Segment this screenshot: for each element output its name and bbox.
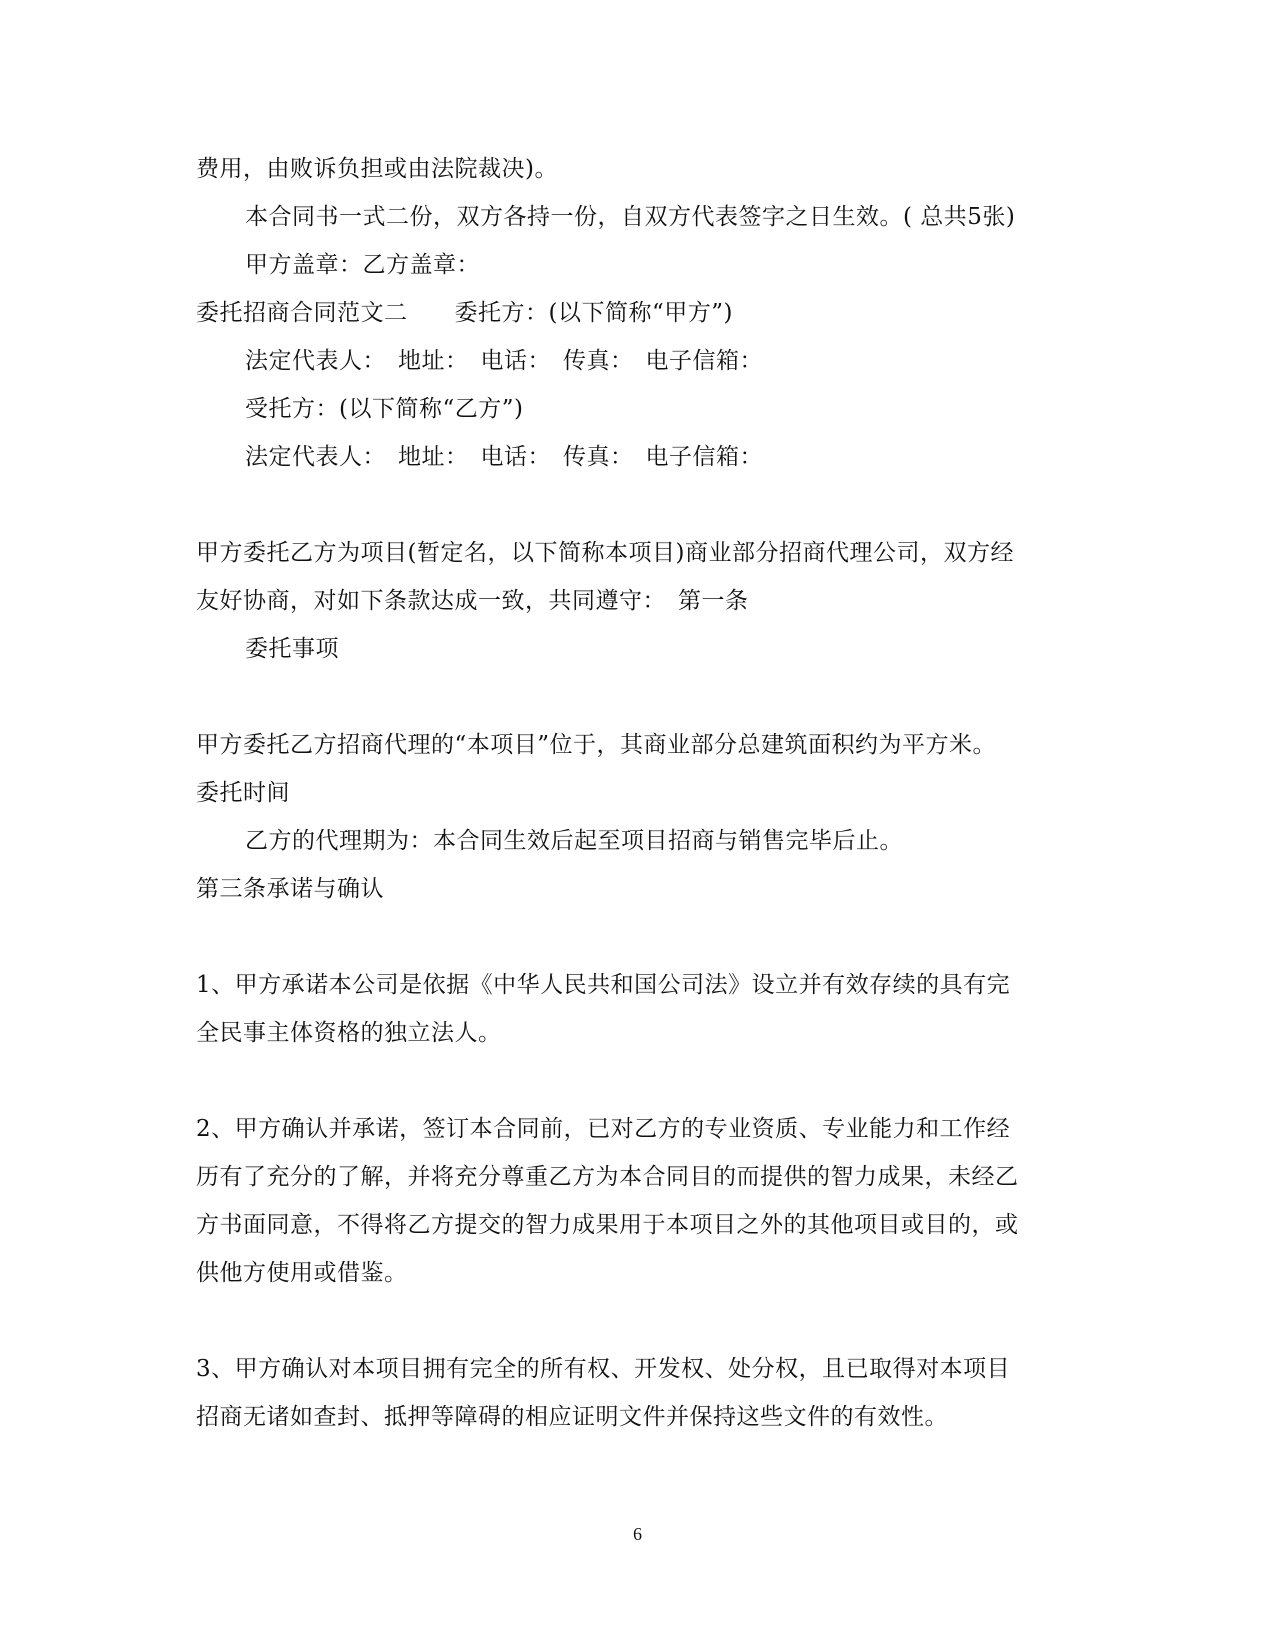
- text-line: 法定代表人： 地址： 电话： 传真： 电子信箱：: [245, 348, 763, 374]
- text-line: 1、甲方承诺本公司是依据《中华人民共和国公司法》设立并有效存续的具有完: [196, 972, 1011, 998]
- text-line: 甲方盖章：乙方盖章：: [245, 252, 480, 278]
- text-line: 方书面同意，不得将乙方提交的智力成果用于本项目之外的其他项目或目的，或: [196, 1212, 1019, 1238]
- text-line: 甲方委托乙方为项目(暂定名，以下简称本项目)商业部分招商代理公司，双方经: [196, 540, 1014, 566]
- text-line: 委托时间: [196, 780, 290, 806]
- text-line: 第三条承诺与确认: [196, 876, 384, 902]
- text-line: 乙方的代理期为：本合同生效后起至项目招商与销售完毕后止。: [245, 828, 903, 854]
- text-line: 受托方：(以下简称“乙方”): [245, 396, 524, 422]
- text-line: 招商无诸如查封、抵押等障碍的相应证明文件并保持这些文件的有效性。: [196, 1404, 948, 1430]
- text-line: 供他方使用或借鉴。: [196, 1260, 408, 1286]
- text-line: 全民事主体资格的独立法人。: [196, 1020, 502, 1046]
- page-number: 6: [633, 1524, 642, 1544]
- text-line: 友好协商，对如下条款达成一致，共同遵守： 第一条: [196, 588, 749, 614]
- text-line: 2、甲方确认并承诺，签订本合同前，已对乙方的专业资质、专业能力和工作经: [196, 1116, 1011, 1142]
- text-line: 甲方委托乙方招商代理的“本项目”位于，其商业部分总建筑面积约为平方米。: [196, 732, 997, 758]
- text-line: 委托事项: [245, 636, 339, 662]
- text-line: 委托招商合同范文二 委托方：(以下简称“甲方”): [196, 300, 733, 326]
- text-line: 费用，由败诉负担或由法院裁决)。: [196, 156, 558, 182]
- text-line: 3、甲方确认对本项目拥有完全的所有权、开发权、处分权，且已取得对本项目: [196, 1356, 1011, 1382]
- text-line: 历有了充分的了解，并将充分尊重乙方为本合同目的而提供的智力成果，未经乙: [196, 1164, 1019, 1190]
- text-line: 本合同书一式二份，双方各持一份，自双方代表签字之日生效。( 总共5张): [245, 204, 1016, 230]
- text-line: 法定代表人： 地址： 电话： 传真： 电子信箱：: [245, 444, 763, 470]
